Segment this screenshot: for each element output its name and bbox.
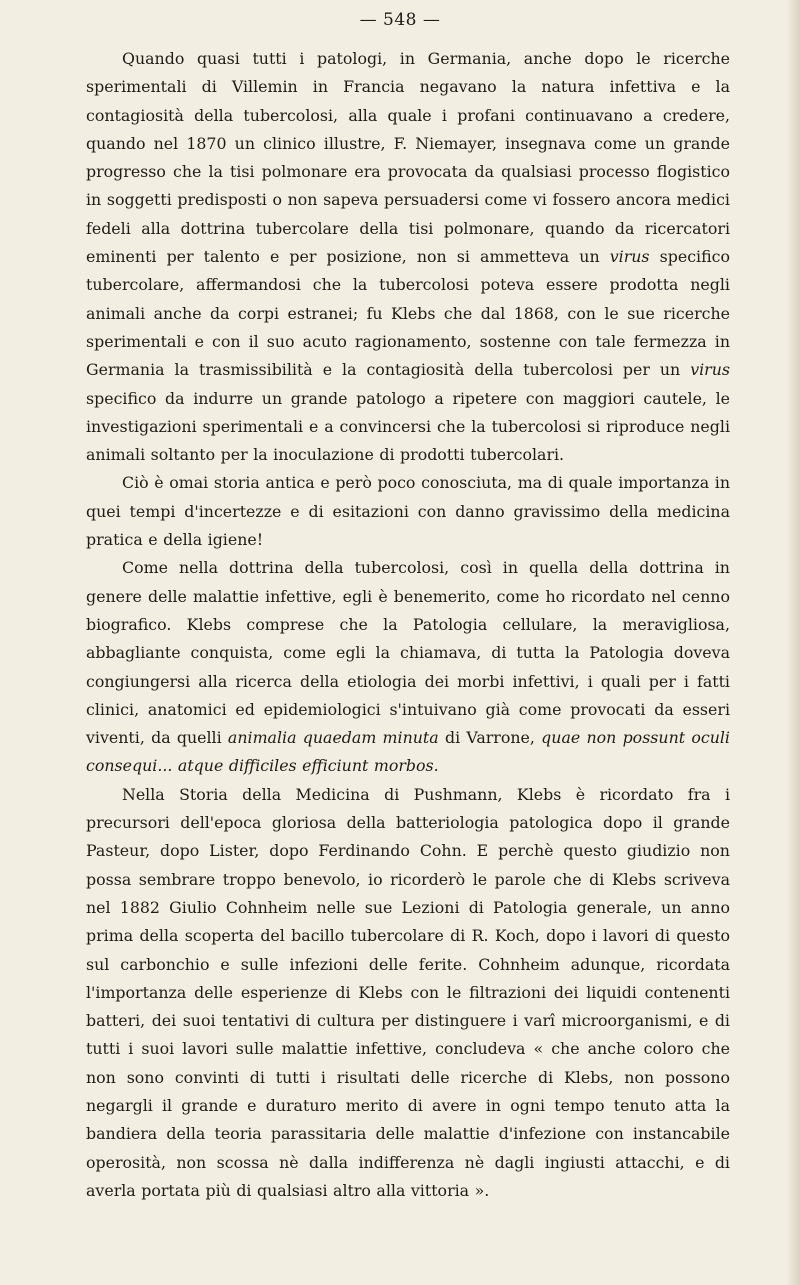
text-run: specifico da indurre un grande patologo a ripetere con maggiori cautele, le investigazioni sperimentali e a convincersi che la tubercolosi si riproduce negli animali soltanto per la inoculazione di prodotti tubercolari. (86, 388, 730, 465)
paragraph (86, 554, 730, 780)
paragraph (86, 781, 730, 1205)
body-text (86, 45, 730, 1205)
page-edge-shadow (786, 0, 800, 1285)
paragraph (86, 45, 730, 469)
italic-text-run: virus (690, 360, 730, 380)
text-run: Quando quasi tutti i patologi, in Germania, anche dopo le ricerche sperimentali di Villemin in Francia negavano la natura infettiva e la contagiosità della tubercolosi, alla quale i profani continuavano a credere, quando nel 1870 un clinico illustre, F. Niemayer, insegnava come un grande progresso che la tisi polmonare era provocata da qualsiasi processo flogistico in soggetti predisposti o non sapeva persuadersi come vi fossero ancora medici fedeli alla dottrina tubercolare della tisi polmonare, quando da ricercatori eminenti per talento e per posizione, non si ammetteva un (86, 49, 730, 267)
paragraph (86, 469, 730, 554)
text-run: Come nella dottrina della tubercolosi, così in quella della dottrina in genere delle malattie infettive, egli è benemerito, come ho ricordato nel cenno biografico. Klebs comprese che la Patologia cellulare, la meravigliosa, abbagliante conquista, come egli la chiamava, di tutta la Patologia doveva congiungersi alla ricerca della etiologia dei morbi infettivi, i quali per i fatti clinici, anatomici ed epidemiologici s'intuivano già come provocati da esseri viventi, da quelli (86, 558, 730, 748)
page-number: — 548 — (359, 10, 441, 30)
text-run: specifico tubercolare, affermandosi che la tubercolosi poteva essere prodotta negli animali anche da corpi estranei; fu Klebs che dal 1868, con le sue ricerche sperimentali e con il suo acuto ragionamento, sostenne con tale fermezza in Germania la trasmissibilità e la contagiosità della tubercolosi per un (86, 247, 730, 380)
text-run: Nella Storia della Medicina di Pushmann, Klebs è ricordato fra i precursori dell'epoca gloriosa della batteriologia patologica dopo il grande Pasteur, dopo Lister, dopo Ferdinando Cohn. E perchè questo giudizio non possa sembrare troppo benevolo, io ricorderò le parole che di Klebs scriveva nel 1882 Giulio Cohnheim nelle sue Lezioni di Patologia generale, un anno prima della scoperta del bacillo tubercolare di R. Koch, dopo i lavori di questo sul carbonchio e sulle infezioni delle ferite. Cohnheim adunque, ricordata l'importanza delle esperienze di Klebs con le filtrazioni dei liquidi contenenti batteri, dei suoi tentativi di cultura per distinguere i varî microorganismi, e di tutti i suoi lavori sulle malattie infettive, concludeva « che anche coloro che non sono convinti di tutti i risultati delle ricerche di Klebs, non possono negargli il grande e duraturo merito di avere in ogni tempo tenuto atta la bandiera della teoria parassitaria delle malattie d'infezione con instancabile operosità, non scossa nè dalla indifferenza nè dagli ingiusti attacchi, e di averla portata più di qualsiasi altro alla vittoria ». (86, 784, 730, 1200)
text-run: Ciò è omai storia antica e però poco conosciuta, ma di quale importanza in quei tempi d'incertezze e di esitazioni con danno gravissimo della medicina pratica e della igiene! (86, 473, 730, 550)
italic-text-run: quae non possunt oculi consequi... atque difficiles efficiunt morbos. (86, 728, 730, 776)
italic-text-run: animalia quaedam minuta (227, 728, 439, 748)
text-run: di Varrone, (438, 728, 542, 748)
italic-text-run: virus (609, 247, 650, 267)
